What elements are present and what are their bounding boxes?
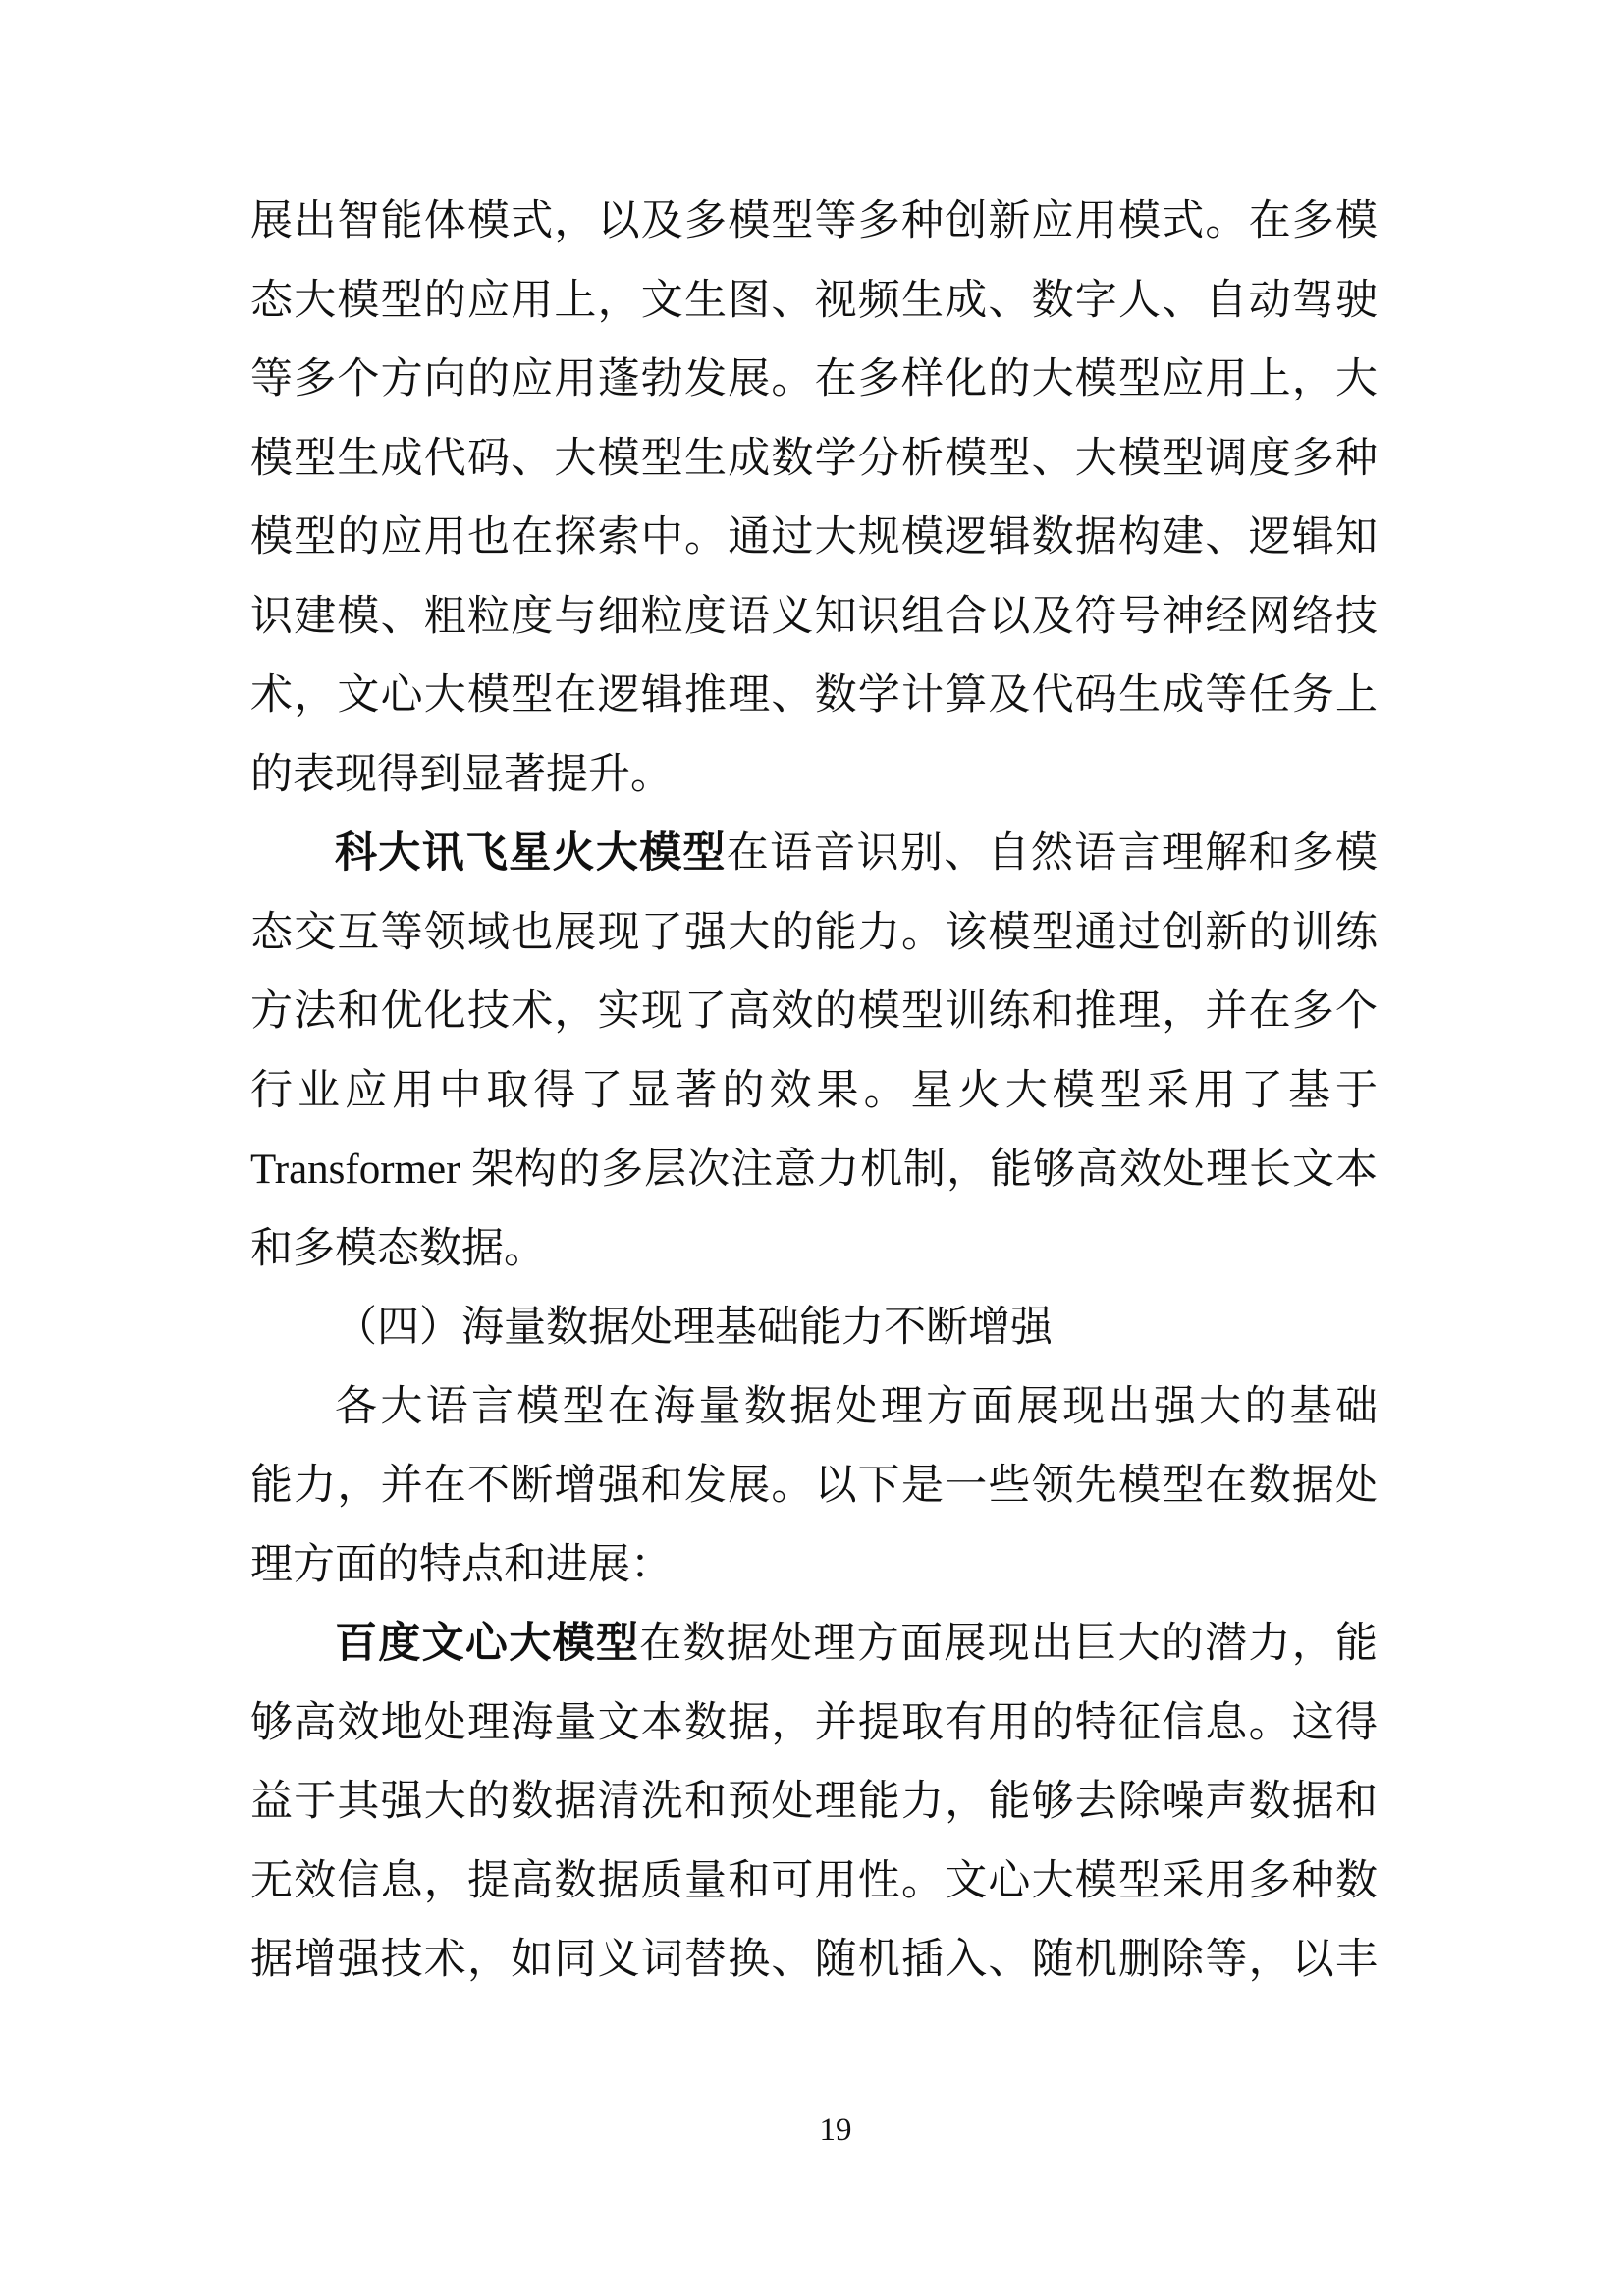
page-body — [250, 183, 1378, 2001]
paragraph — [250, 183, 1378, 815]
text-line — [250, 1526, 1378, 1606]
text-line — [250, 1921, 1378, 2001]
paragraph — [250, 1289, 1378, 1368]
line-text: 在数据处理方面展现出巨大的潜力，能 — [639, 1621, 1378, 1667]
text-line — [250, 341, 1378, 420]
line-text: 行业应用中取得了显著的效果。星火大模型采用了基于 — [250, 1067, 1378, 1114]
line-text: 识建模、粗粒度与细粒度语义知识组合以及符号神经网络技 — [250, 593, 1378, 640]
line-text: Transformer 架构的多层次注意力机制，能够高效处理长文本 — [250, 1147, 1378, 1193]
text-line — [250, 815, 1378, 894]
line-text: 理方面的特点和进展： — [250, 1541, 673, 1588]
line-text: 和多模态数据。 — [250, 1225, 546, 1272]
line-text: 模型的应用也在探索中。通过大规模逻辑数据构建、逻辑知 — [250, 514, 1378, 561]
line-text: 各大语言模型在海量数据处理方面展现出强大的基础 — [335, 1383, 1378, 1430]
text-line — [250, 973, 1378, 1052]
paragraph — [250, 815, 1378, 1289]
heading-text: （四）海量数据处理基础能力不断增强 — [335, 1305, 1053, 1351]
line-text: 等多个方向的应用蓬勃发展。在多样化的大模型应用上，大 — [250, 356, 1378, 402]
text-line — [250, 578, 1378, 658]
line-text: 模型生成代码、大模型生成数学分析模型、大模型调度多种 — [250, 435, 1378, 482]
text-line — [250, 1368, 1378, 1448]
page-number: 19 — [819, 2112, 852, 2148]
line-text: 在语音识别、自然语言理解和多模 — [726, 830, 1378, 877]
paragraph — [250, 1605, 1378, 2001]
text-line — [250, 1131, 1378, 1210]
text-line — [250, 1052, 1378, 1132]
text-line — [250, 262, 1378, 342]
text-line — [250, 736, 1378, 816]
text-line — [250, 1210, 1378, 1290]
line-text: 方法和优化技术，实现了高效的模型训练和推理，并在多个 — [250, 988, 1378, 1035]
section-heading — [250, 1289, 1378, 1368]
line-text: 展出智能体模式，以及多模型等多种创新应用模式。在多模 — [250, 198, 1378, 244]
line-text: 益于其强大的数据清洗和预处理能力，能够去除噪声数据和 — [250, 1779, 1378, 1825]
line-text: 够高效地处理海量文本数据，并提取有用的特征信息。这得 — [250, 1699, 1378, 1746]
text-line — [250, 1447, 1378, 1526]
model-name-bold: 百度文心大模型 — [335, 1621, 640, 1667]
text-line — [250, 1684, 1378, 1764]
line-text: 据增强技术，如同义词替换、随机插入、随机删除等，以丰 — [250, 1937, 1378, 1983]
line-text: 态大模型的应用上，文生图、视频生成、数字人、自动驾驶 — [250, 277, 1378, 324]
text-line — [250, 894, 1378, 974]
text-line — [250, 657, 1378, 736]
text-line — [250, 420, 1378, 500]
text-line — [250, 499, 1378, 578]
text-line — [250, 183, 1378, 262]
line-text: 的表现得到显著提升。 — [250, 751, 673, 798]
paragraph — [250, 1368, 1378, 1606]
line-text: 态交互等领域也展现了强大的能力。该模型通过创新的训练 — [250, 909, 1378, 956]
page-footer — [24, 2109, 1624, 2152]
line-text: 能力，并在不断增强和发展。以下是一些领先模型在数据处 — [250, 1463, 1378, 1509]
line-text: 无效信息，提高数据质量和可用性。文心大模型采用多种数 — [250, 1857, 1378, 1904]
text-line — [250, 1605, 1378, 1684]
text-line — [250, 1842, 1378, 1922]
line-text: 术，文心大模型在逻辑推理、数学计算及代码生成等任务上 — [250, 672, 1378, 719]
model-name-bold: 科大讯飞星火大模型 — [335, 830, 727, 877]
text-line — [250, 1763, 1378, 1842]
